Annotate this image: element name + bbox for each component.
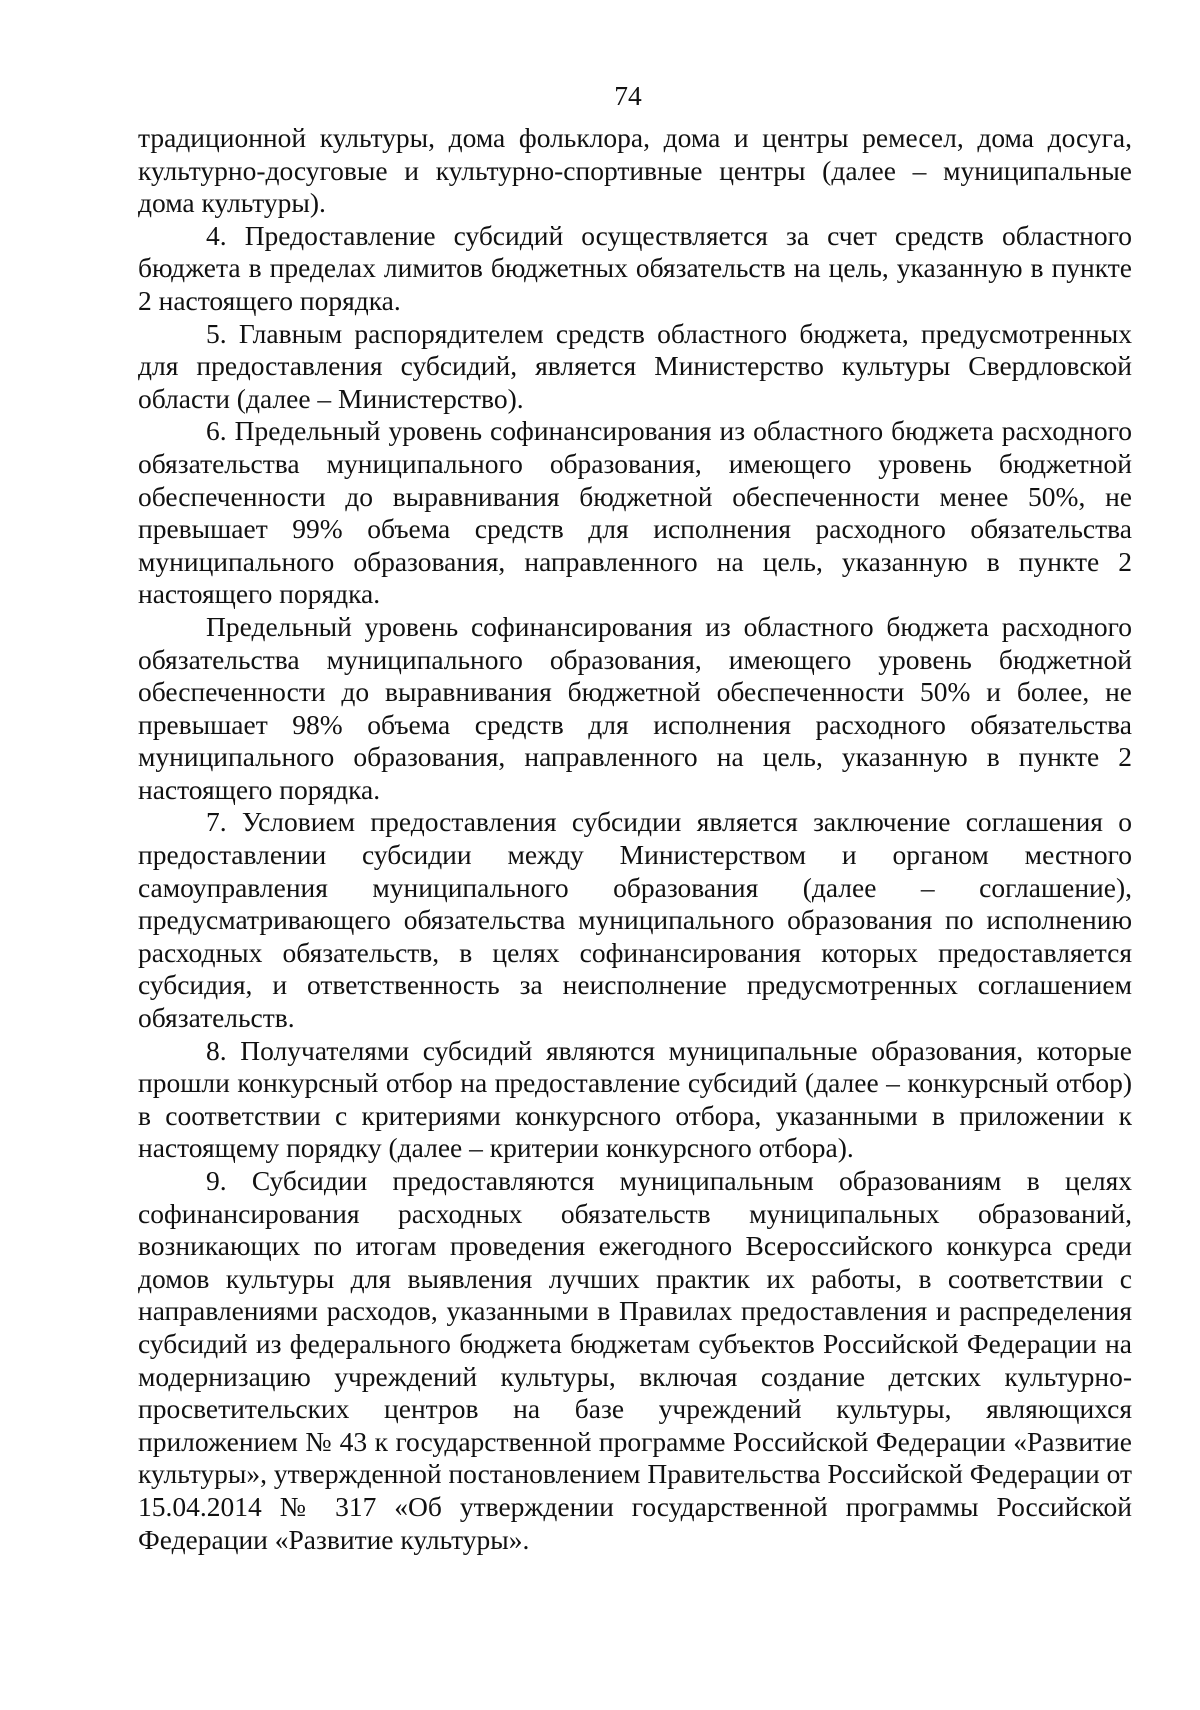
paragraph-item-5: 5. Главным распорядителем средств областного бюджета, предусмотренных для предоставления субсидий, является Министерство культуры Свердловской области (далее – Министерство). bbox=[138, 317, 1132, 414]
paragraph-continuation: традиционной культуры, дома фольклора, дома и центры ремесел, дома досуга, культурно-досуговые и культурно-спортивные центры (далее – муниципальные дома культуры). bbox=[138, 122, 1132, 219]
paragraph-item-8: 8. Получателями субсидий являются муниципальные образования, которые прошли конкурсный отбор на предоставление субсидий (далее – конкурсный отбор) в соответствии с критериями конкурсного отбора, указанными в приложении к настоящему порядку (далее – критерии конкурсного отбора). bbox=[138, 1034, 1132, 1164]
page-number: 74 bbox=[614, 80, 642, 111]
document-body bbox=[138, 122, 1132, 1556]
paragraph-item-6-second: Предельный уровень софинансирования из областного бюджета расходного обязательства муниципального образования, имеющего уровень бюджетной обеспеченности до выравнивания бюджетной обеспеченности 50% и более, не превышает 98% объема средств для исполнения расходного обязательства муниципального образования, направленного на цель, указанную в пункте 2 настоящего порядка. bbox=[138, 610, 1132, 805]
paragraph-item-7: 7. Условием предоставления субсидии является заключение соглашения о предоставлении субсидии между Министерством и органом местного самоуправления муниципального образования (далее – соглашение), предусматривающего обязательства муниципального образования по исполнению расходных обязательств, в целях софинансирования которых предоставляется субсидия, и ответственность за неисполнение предусмотренных соглашением обязательств. bbox=[138, 806, 1132, 1034]
paragraph-item-4: 4. Предоставление субсидий осуществляется за счет средств областного бюджета в пределах лимитов бюджетных обязательств на цель, указанную в пункте 2 настоящего порядка. bbox=[138, 219, 1132, 316]
paragraph-item-9: 9. Субсидии предоставляются муниципальным образованиям в целях софинансирования расходных обязательств муниципальных образований, возникающих по итогам проведения ежегодного Всероссийского конкурса среди домов культуры для выявления лучших практик их работы, в соответствии с направлениями расходов, указанными в Правилах предоставления и распределения субсидий из федерального бюджета бюджетам субъектов Российской Федерации на модернизацию учреждений культуры, включая создание детских культурно-просветительских центров на базе учреждений культуры, являющихся приложением № 43 к государственной программе Российской Федерации «Развитие культуры», утвержденной постановлением Правительства Российской Федерации от 15.04.2014 № 317 «Об утверждении государственной программы Российской Федерации «Развитие культуры». bbox=[138, 1165, 1132, 1555]
paragraph-item-6: 6. Предельный уровень софинансирования из областного бюджета расходного обязательства муниципального образования, имеющего уровень бюджетной обеспеченности до выравнивания бюджетной обеспеченности менее 50%, не превышает 99% объема средств для исполнения расходного обязательства муниципального образования, направленного на цель, указанную в пункте 2 настоящего порядка. bbox=[138, 415, 1132, 610]
